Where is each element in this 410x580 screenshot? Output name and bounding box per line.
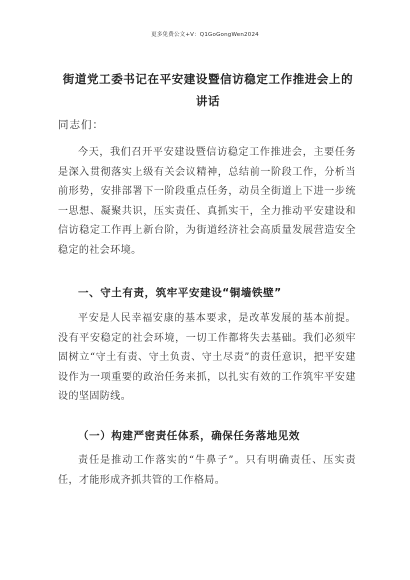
subsection-1-heading: （一）构建严密责任体系，确保任务落地见效 — [78, 430, 300, 442]
subsection-1-paragraph: 责任是推动工作落实的“牛鼻子”。只有明确责任、压实责任，才能形成齐抓共管的工作格局。 — [58, 455, 356, 486]
section-1-paragraph: 平安是人民幸福安康的基本要求，是改革发展的基本前提。没有平安稳定的社会环境，一切工作都将失去基础。我们必须牢固树立“守土有责、守土负责、守土尽责”的责任意识，把平安建设作为一项重要的政治任务来抓，以扎实有效的工作筑牢平安建设的坚固防线。 — [58, 313, 356, 403]
document-title: 街道党工委书记在平安建设暨信访稳定工作推进会上的讲话 — [62, 72, 354, 108]
header-note: 更多免费公文+V：Q1GoGongWen2024 — [151, 32, 259, 38]
salutation: 同志们： — [58, 119, 104, 131]
section-1-heading: 一、守土有责，筑牢平安建设“铜墙铁壁” — [78, 287, 282, 299]
intro-paragraph: 今天，我们召开平安建设暨信访稳定工作推进会，主要任务是深入贯彻落实上级有关会议精神，总结前一阶段工作，分析当前形势，安排部署下一阶段重点任务，动员全街道上下进一步统一思想、凝聚共识，压实责任、真抓实干，全力推动平安建设和信访稳定工作再上新台阶，为街道经济社会高质量发展营造安全稳定的社会环境。 — [58, 147, 356, 256]
